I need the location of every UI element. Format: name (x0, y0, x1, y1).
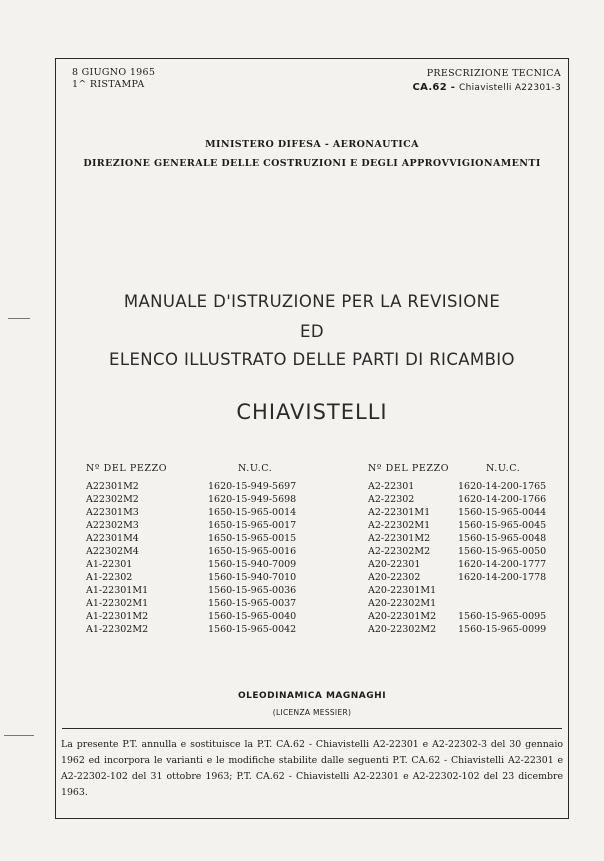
column-header-nuc: N.U.C. (486, 463, 521, 474)
ministry-name: MINISTERO DIFESA - AERONAUTICA (205, 139, 419, 150)
part-number-cell: A22301M3 (86, 507, 139, 518)
nuc-cell: 1620-14-200-1777 (458, 559, 547, 570)
supersession-note: La presente P.T. annulla e sostituisce la P.T. CA.62 - Chiavistelli A2-22301 e A2-22302-3 del 30 gennaio 1962 ed incorpora le varianti e le modifiche stabilite dalle seguenti P.T. CA.62 - Chiavistelli A2-22301 e A2-22302-102 del 31 ottobre 1963; P.T. CA.62 - Chiavistelli A2-22301 e A2-22302-102 del 23 dicembre 1963. (61, 739, 563, 798)
part-number-cell: A22302M4 (86, 546, 139, 557)
table-row (368, 532, 604, 545)
table-row (368, 506, 604, 519)
nuc-cell: 1620-14-200-1778 (458, 572, 547, 583)
table-row (86, 623, 398, 636)
part-number-cell: A1-22302 (86, 572, 133, 583)
licence-note: (LICENZA MESSIER) (272, 708, 352, 717)
table-row (368, 558, 604, 571)
nuc-cell: 1560-15-965-0048 (458, 533, 547, 544)
part-number-cell: A2-22302M2 (368, 546, 431, 557)
table-header-row (368, 462, 604, 475)
part-number-cell: A20-22302M1 (368, 598, 437, 609)
part-number-cell: A2-22302 (368, 494, 415, 505)
table-row (86, 506, 398, 519)
nuc-cell: 1560-15-965-0036 (208, 585, 297, 596)
table-row (86, 558, 398, 571)
nuc-cell: 1560-15-965-0050 (458, 546, 547, 557)
table-row (86, 493, 398, 506)
part-number-cell: A22302M2 (86, 494, 139, 505)
table-row (368, 610, 604, 623)
nuc-cell: 1650-15-965-0017 (208, 520, 297, 531)
part-number-cell: A1-22302M2 (86, 624, 149, 635)
spec-subject: Chiavistelli A22301-3 (458, 83, 561, 93)
spec-code (412, 81, 561, 95)
table-row (368, 623, 604, 636)
part-number-cell: A2-22302M1 (368, 520, 431, 531)
parts-table-right (368, 462, 604, 636)
part-number-cell: A1-22301M2 (86, 611, 149, 622)
table-row (368, 519, 604, 532)
directorate-name: DIREZIONE GENERALE DELLE COSTRUZIONI E DEGLI APPROVVIGIONAMENTI (83, 158, 541, 169)
nuc-cell: 1620-14-200-1766 (458, 494, 547, 505)
nuc-cell: 1560-15-965-0045 (458, 520, 547, 531)
nuc-cell: 1560-15-940-7010 (208, 572, 297, 583)
table-row (86, 519, 398, 532)
part-number-cell: A1-22301 (86, 559, 133, 570)
nuc-cell: 1620-15-949-5697 (208, 481, 297, 492)
nuc-cell: 1560-15-965-0044 (458, 507, 547, 518)
table-row (86, 545, 398, 558)
part-number-cell: A20-22302 (368, 572, 421, 583)
part-number-cell: A20-22301M2 (368, 611, 437, 622)
table-row (368, 571, 604, 584)
table-row (368, 480, 604, 493)
part-number-cell: A22302M3 (86, 520, 139, 531)
parts-table-left (86, 462, 398, 636)
table-row (86, 597, 398, 610)
scan-mark (8, 318, 30, 319)
part-number-cell: A1-22302M1 (86, 598, 149, 609)
spec-code-number: CA.62 - (412, 82, 456, 93)
table-header-row (86, 462, 398, 475)
part-number-cell: A2-22301 (368, 481, 415, 492)
part-number-cell: A20-22301 (368, 559, 421, 570)
nuc-cell: 1560-15-965-0099 (458, 624, 547, 635)
part-number-cell: A20-22301M1 (368, 585, 437, 596)
part-number-cell: A22301M2 (86, 481, 139, 492)
nuc-cell: 1650-15-965-0016 (208, 546, 297, 557)
table-row (86, 610, 398, 623)
spec-label: PRESCRIZIONE TECNICA (426, 68, 561, 79)
nuc-cell: 1620-14-200-1765 (458, 481, 547, 492)
table-row (86, 532, 398, 545)
nuc-cell: 1560-15-940-7009 (208, 559, 297, 570)
nuc-cell: 1560-15-965-0037 (208, 598, 297, 609)
nuc-cell: 1560-15-965-0042 (208, 624, 297, 635)
nuc-cell: 1650-15-965-0015 (208, 533, 297, 544)
part-number-cell: A20-22302M2 (368, 624, 437, 635)
header-left (72, 67, 155, 91)
part-number-cell: A1-22301M1 (86, 585, 149, 596)
header-right (412, 67, 561, 95)
table-row (86, 584, 398, 597)
nuc-cell: 1650-15-965-0014 (208, 507, 297, 518)
column-header-part-number: Nº DEL PEZZO (86, 463, 168, 474)
table-row (368, 493, 604, 506)
title-line-3: ELENCO ILLUSTRATO DELLE PARTI DI RICAMBIO (109, 350, 515, 369)
reprint-label: 1^ RISTAMPA (72, 79, 145, 90)
main-title: CHIAVISTELLI (236, 400, 388, 424)
table-row (86, 480, 398, 493)
nuc-cell: 1560-15-965-0095 (458, 611, 547, 622)
divider (62, 728, 562, 729)
title-line-2: ED (300, 322, 324, 341)
table-row (86, 571, 398, 584)
nuc-cell: 1560-15-965-0040 (208, 611, 297, 622)
part-number-cell: A2-22301M2 (368, 533, 431, 544)
title-line-1: MANUALE D'ISTRUZIONE PER LA REVISIONE (123, 292, 501, 311)
column-header-nuc: N.U.C. (238, 463, 273, 474)
nuc-cell: 1620-15-949-5698 (208, 494, 297, 505)
column-header-part-number: Nº DEL PEZZO (368, 463, 450, 474)
table-row (368, 597, 604, 610)
issue-date: 8 GIUGNO 1965 (72, 67, 156, 78)
table-row (368, 545, 604, 558)
table-row (368, 584, 604, 597)
nuc-cell (458, 597, 604, 610)
nuc-cell (458, 584, 604, 597)
company-name: OLEODINAMICA MAGNAGHI (237, 691, 387, 701)
part-number-cell: A2-22301M1 (368, 507, 431, 518)
page-border (55, 58, 569, 819)
part-number-cell: A22301M4 (86, 533, 139, 544)
scan-mark (4, 735, 34, 736)
